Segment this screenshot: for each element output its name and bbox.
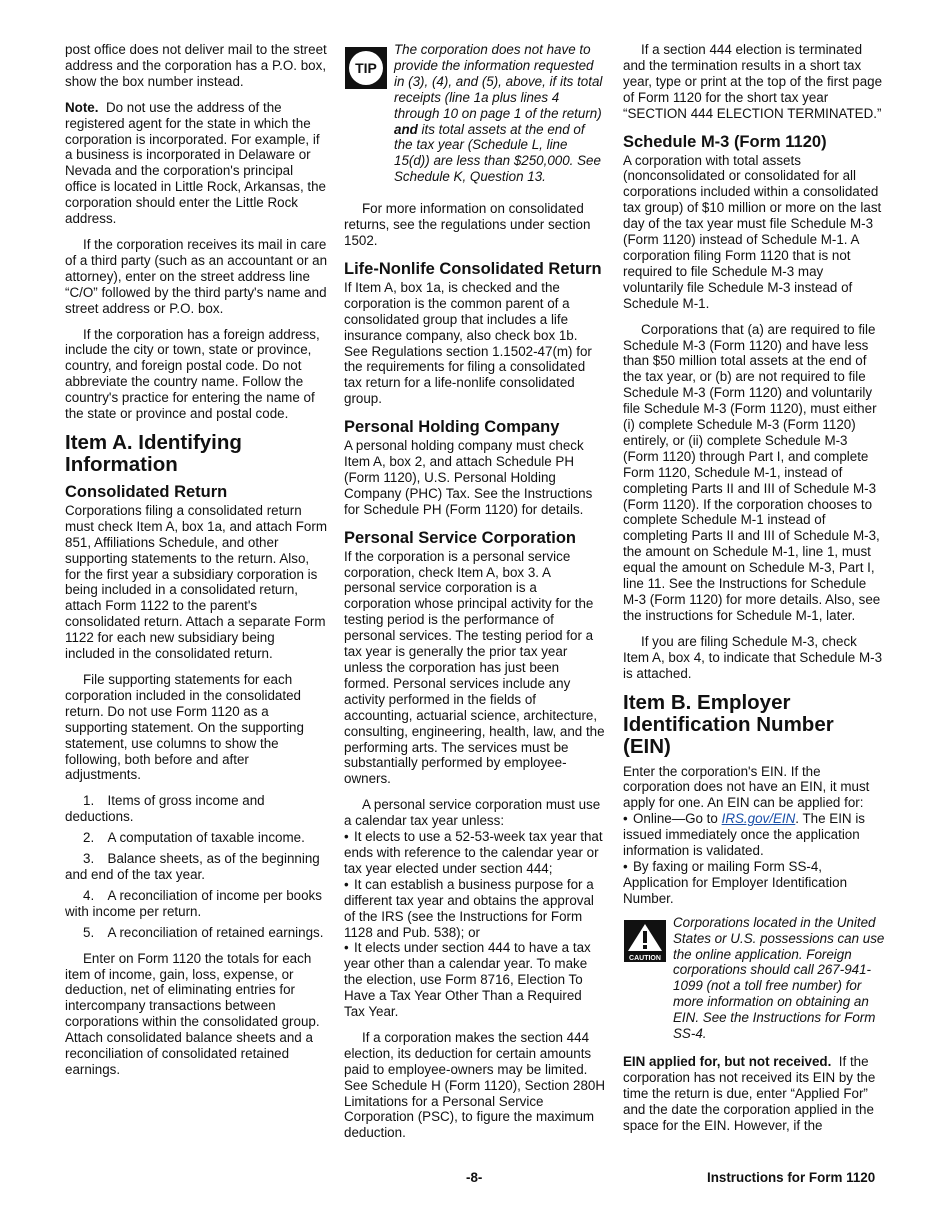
list-item: 2. A computation of taxable income.: [83, 830, 305, 846]
paragraph: If a section 444 election is terminated and the termination results in a short tax year, type or print at the top of the first page of Form 1120 for the short tax year “SECTION 444 ELECTION TERMINATED.”: [623, 42, 883, 121]
caution-icon-label: CAUTION: [629, 954, 661, 962]
bullet-item: • It can establish a business purpose for a different tax year and obtains the approval of the IRS (see the Instructions for Form 1128 and Pub. 538); or: [344, 876, 594, 940]
bullet-item: • It elects under section 444 to have a tax year other than a calendar year. To make the election, use Form 8716, Election To Have a Tax Year Other Than a Required Tax Year.: [344, 940, 591, 1020]
ein-paragraph: EIN applied for, but not received. If the corporation has not received its EIN by the time the return is due, enter “Applied For” and the date the corporation applied in the space for the EIN. However, if the: [623, 1053, 876, 1133]
tip-icon-label: TIP: [355, 60, 377, 76]
numbered-list: [65, 793, 327, 940]
column-1: [65, 42, 327, 1088]
list-item: 3. Balance sheets, as of the beginning and end of the tax year.: [65, 851, 320, 882]
tip-icon: [344, 46, 388, 90]
heading-item-b: Item B. Employer Identification Number (EIN): [623, 690, 834, 758]
paragraph: File supporting statements for each corporation included in the consolidated return. Do not use Form 1120 as a supporting statement. On the supporting statement, use columns to show the following, both before and after adjustments.: [65, 672, 304, 783]
list-item: 4. A reconciliation of income per books with income per return.: [65, 887, 322, 919]
bullet-item: • By faxing or mailing Form SS-4, Application for Employer Identification Number.: [623, 858, 848, 906]
irs-ein-link[interactable]: IRS.gov/EIN: [721, 811, 796, 827]
note-paragraph: [65, 100, 327, 227]
bullet-item: • It elects to use a 52-53-week tax year that ends with reference to the calendar year or tax year elected under section 444;: [344, 829, 603, 876]
note-label: Note.: [65, 99, 99, 115]
form-title-footer: Instructions for Form 1120: [707, 1170, 876, 1185]
tip-callout: [344, 42, 605, 185]
bullet-item: • Online—Go to IRS.gov/EIN. The EIN is issued immediately once the application information is validated.: [623, 811, 865, 859]
paragraph: If you are filing Schedule M-3, check Item A, box 4, to indicate that Schedule M-3 is attached.: [623, 633, 883, 681]
note-text: Do not use the address of the registered agent for the state in which the corporation is incorporated. For example, if a business is incorporated in Delaware or Nevada and the corporation's principal office is located in Little Rock, Arkansas, the corporation should enter the Little Rock address.: [65, 99, 327, 227]
heading-schedule-m3: Schedule M-3 (Form 1120): [623, 132, 827, 151]
paragraph: If a corporation makes the section 444 election, its deduction for certain amounts paid to employee-owners may be limited. See Schedule H (Form 1120), Section 280H Limitations for a Personal Service Corporation (PSC), to figure the maximum deduction.: [344, 1029, 606, 1141]
caution-icon: [623, 919, 667, 963]
list-item: 5. A reconciliation of retained earnings.: [83, 924, 324, 940]
ein-label: EIN applied for, but not received.: [623, 1053, 832, 1069]
heading-life-nonlife: Life-Nonlife Consolidated Return: [344, 259, 602, 278]
paragraph: Enter the corporation's EIN. If the corporation does not have an EIN, it must apply for one. An EIN can be applied for:: [623, 763, 870, 811]
heading-personal-holding-company: Personal Holding Company: [344, 418, 560, 437]
paragraph: For more information on consolidated returns, see the regulations under section 1502.: [344, 201, 591, 248]
heading-personal-service-corporation: Personal Service Corporation: [344, 528, 576, 547]
paragraph: A personal service corporation must use a calendar tax year unless:: [344, 797, 601, 829]
caution-callout: [623, 915, 885, 1042]
paragraph: A corporation with total assets (nonconsolidated or consolidated for all corporations included within a consolidated tax group) of $10 million or more on the last day of the tax year must file Schedule M-3 (Form 1120) instead of Schedule M-1. A corporation filing Form 1120 that is not required to file Schedule M-3 may voluntarily file Schedule M-3 instead of Schedule M-1.: [623, 152, 882, 311]
paragraph: A personal holding company must check Item A, box 2, and attach Schedule PH (Form 1120), U.S. Personal Holding Company (PHC) Tax. See the Instructions for Schedule PH (Form 1120) for details.: [344, 438, 593, 517]
paragraph: If the corporation is a personal service corporation, check Item A, box 3. A personal service corporation is a corporation whose principal activity for the testing period is the performance of personal services. The testing period for a tax year is generally the prior tax year unless the corporation has just been formed. Personal services include any activity performed in the fields of accounting, actuarial science, architecture, consulting, engineering, health, law, and the performing arts. The services must be substantially performed by employee-owners.: [344, 548, 605, 787]
paragraph: If Item A, box 1a, is checked and the corporation is the common parent of a consolidated group that includes a life insurance company, also check box 1b. See Regulations section 1.1502-47(m) for the requirements for filing a consolidated tax return for a life-nonlife consolidated group.: [344, 279, 592, 407]
paragraph: Corporations filing a consolidated return must check Item A, box 1a, and attach Form 851, Affiliations Schedule, and other supporting statements to the return. Also, for the first year a subsidiary corporation is being included in a consolidated return, attach Form 1122 to the parent's consolidated return. Attach a separate Form 1122 for each new subsidiary being included in the consolidated return.: [65, 502, 327, 662]
paragraph: If the corporation receives its mail in care of a third party (such as an accountant or an attorney), enter on the street address line “C/O” followed by the third party's name and street address or P.O. box.: [65, 236, 328, 316]
heading-consolidated-return: Consolidated Return: [65, 482, 228, 501]
paragraph: post office does not deliver mail to the street address and the corporation has a P.O. box, show the box number instead.: [65, 42, 327, 89]
caution-text: Corporations located in the United States or U.S. possessions can use the online application. Foreign corporations should call 267-941-1099 (not a toll free number) for more information on obtaining an EIN. See the Instructions for Form SS-4.: [673, 914, 885, 1042]
page-number: -8-: [466, 1170, 483, 1185]
tip-text: The corporation does not have to provide the information requested in (3), (4), and (5), above, if its total receipts (line 1a plus lines 4 through 10 on page 1 of the return) and its total assets at the end of the tax year (Schedule L, line 15(d)) are less than $250,000. See Schedule K, Question 13.: [394, 42, 603, 185]
paragraph: Enter on Form 1120 the totals for each item of income, gain, loss, expense, or deduction, net of eliminating entries for intercompany transactions between corporations within the consolidated group. Attach consolidated balance sheets and a reconciliation of consolidated retained earnings.: [65, 950, 320, 1077]
column-3: [623, 42, 885, 1143]
paragraph: Corporations that (a) are required to file Schedule M-3 (Form 1120) and have less than $50 million total assets at the end of the tax year, or (b) are not required to file Schedule M-3 (Form 1120) and voluntarily file Schedule M-3 (Form 1120), must either (i) complete Schedule M-3 (Form 1120) entirely, or (ii) complete Schedule M-3 (Form 1120) through Part I, and complete Form 1120, Schedule M-1, instead of completing Parts II and III of Schedule M-3 (Form 1120). If the corporation chooses to complete Schedule M-1 instead of completing Parts II and III of Schedule M-3, the amount on Schedule M-1, line 1, must equal the amount on Schedule M-3, Part I, line 11. See the Instructions for Schedule M-3 (Form 1120) for more details. Also, see the instructions for Schedule M-1, later.: [623, 321, 881, 623]
heading-item-a: Item A. Identifying Information: [65, 430, 242, 476]
column-2: [344, 42, 605, 1151]
paragraph: If the corporation has a foreign address, include the city or town, state or province, country, and foreign postal code. Do not abbreviate the country name. Follow the country's practice for entering the name of the state or province and postal code.: [65, 326, 320, 422]
list-item: 1. Items of gross income and deductions.: [65, 793, 265, 825]
